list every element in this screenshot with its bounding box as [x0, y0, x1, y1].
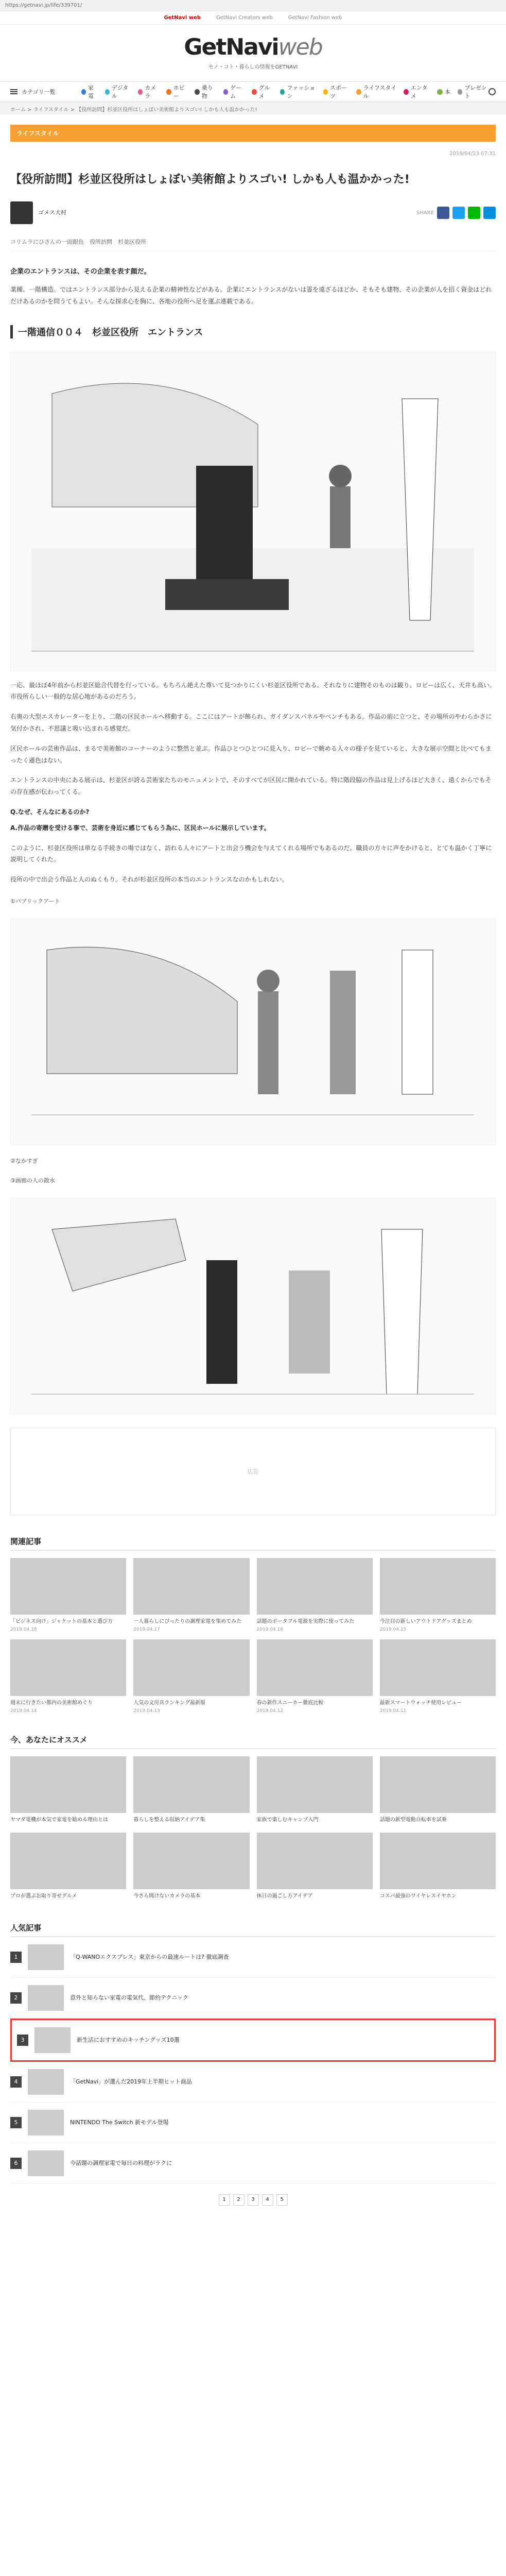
author-info	[38, 208, 66, 217]
category-dot-icon	[223, 89, 228, 95]
card-date: 2019.04.16	[256, 1626, 284, 1632]
ranking-item[interactable]	[10, 2103, 496, 2143]
figure-caption: ②なかすぎ	[10, 1157, 38, 1164]
ranking-thumbnail	[28, 2110, 64, 2136]
ranking-item[interactable]	[10, 1937, 496, 1978]
thumbnail-image	[133, 1639, 249, 1696]
article-paragraph: 業種、一階構造。ではエントランス部分から見える企業の精神性などがある。企業にエントランスがないは霊を遠ざるほどか、そもそも建物、その企業が人を招く資金はどれだけあるのかを問うてもよい。そんな探求心を胸に、各地の役所へ足を運ぶ連載である。	[10, 286, 492, 305]
article-tags[interactable]: コリムラにひさんの一面銀色 役所訪問 杉並区役所	[10, 238, 496, 251]
author-name[interactable]: ゴメス大村	[38, 209, 66, 216]
ranking-number: 5	[10, 2117, 22, 2128]
related-card[interactable]	[380, 1558, 496, 1632]
card-title: 春の新作スニーカー徹底比較	[256, 1700, 324, 1706]
thumbnail-image	[10, 1833, 126, 1889]
category-link[interactable]	[404, 83, 430, 100]
card-title: 休日の過ごし方アイデア	[256, 1893, 313, 1899]
ranking-item[interactable]	[10, 1978, 496, 2019]
category-link[interactable]	[138, 83, 159, 100]
ranking-title: 「GetNavi」が選んだ2019年上半期ヒット商品	[70, 2078, 192, 2085]
category-nav	[0, 81, 506, 102]
card-title: 今さら聞けないカメラの基本	[133, 1893, 201, 1899]
artworks-illustration-svg	[11, 919, 496, 1145]
category-dot-icon	[252, 89, 256, 95]
recommend-heading: 今、あなたにオススメ	[10, 1734, 496, 1749]
thumbnail-image	[380, 1558, 496, 1615]
category-list	[81, 83, 488, 100]
card-date: 2019.04.11	[379, 1708, 407, 1714]
ranking-thumbnail	[28, 2150, 64, 2176]
article-lede: 企業のエントランスは、その企業を表す顔だ。	[10, 268, 151, 276]
recommend-card[interactable]	[10, 1756, 126, 1825]
ranking-title: 意外と知らない家電の電気代、節約テクニック	[70, 1994, 188, 2001]
ranking-number: 2	[10, 1992, 22, 2004]
line-share-icon[interactable]	[468, 207, 480, 219]
qa-answer: A.作品の寄贈を受ける事で、芸術を身近に感じてもらう為に、区民ホールに展示しています。	[10, 824, 270, 832]
recommend-card[interactable]	[133, 1756, 249, 1825]
card-date: 2019.04.12	[256, 1708, 284, 1714]
category-link[interactable]	[437, 83, 450, 100]
category-label: 本	[444, 89, 450, 95]
related-heading: 関連記事	[10, 1536, 496, 1551]
card-title: 最新スマートウォッチ使用レビュー	[379, 1700, 462, 1706]
article-subheading: 一階通信００４ 杉並区役所 エントランス	[10, 325, 496, 338]
card-title: プロが選ぶお取り寄せグルメ	[10, 1893, 77, 1899]
category-label: ホビー	[173, 84, 185, 99]
thumbnail-image	[380, 1756, 496, 1813]
related-card[interactable]	[10, 1639, 126, 1714]
recommend-card[interactable]	[380, 1756, 496, 1825]
article-paragraph: 区民ホールの芸術作品は、まるで美術館のコーナーのように整然と並ぶ。作品ひとつひとつに見入り、ロビーで眺める人々の様子を見ていると、大きな展示空間と比べてもまったく遜色はない。	[10, 744, 492, 764]
ranking-number: 3	[17, 2035, 28, 2046]
card-title: 週末に行きたい都内の美術館めぐり	[10, 1700, 93, 1706]
card-title: 「ビジネス向け」ジャケットの基本と選び方	[10, 1618, 113, 1624]
advertisement[interactable]: 広告	[10, 1428, 496, 1515]
gallery-illustration-svg	[11, 1198, 496, 1414]
related-card[interactable]	[257, 1558, 373, 1632]
category-dot-icon	[81, 89, 86, 95]
category-dot-icon	[166, 89, 171, 95]
illustration-gallery	[10, 1198, 496, 1414]
twitter-share-icon[interactable]	[452, 207, 465, 219]
thumbnail-image	[10, 1756, 126, 1813]
ranking-title: NINTENDO The Switch 新モデル登場	[70, 2119, 169, 2126]
category-link[interactable]	[166, 83, 187, 100]
figure-caption: ③画廊の人の散水	[10, 1177, 55, 1184]
recommend-card[interactable]	[10, 1833, 126, 1902]
ranking-number: 4	[10, 2076, 22, 2088]
entrance-illustration-svg	[11, 352, 496, 671]
article-paragraph: 役所の中で出会う作品と人のぬくもり。それが杉並区役所の本当のエントランスなのかもしれない。	[10, 876, 288, 884]
ranking-thumbnail	[28, 1944, 64, 1970]
ranking-item[interactable]	[10, 2062, 496, 2103]
category-link[interactable]	[356, 83, 396, 100]
category-label: エンタメ	[410, 84, 428, 99]
qa-block	[10, 806, 496, 834]
category-link[interactable]	[458, 83, 488, 100]
page-number-button[interactable]: 2	[233, 2194, 245, 2206]
thumbnail-image	[257, 1833, 373, 1889]
thumbnail-image	[133, 1558, 249, 1615]
card-date: 2019.04.13	[133, 1708, 160, 1714]
ranking-item[interactable]	[10, 2143, 496, 2184]
thumbnail-image	[257, 1756, 373, 1813]
card-title: 今注目の新しいアウトドアグッズまとめ	[379, 1618, 472, 1624]
card-title: 人気の文房具ランキング最新版	[133, 1700, 205, 1706]
section-heading: ライフスタイル	[10, 125, 496, 142]
thumbnail-image	[10, 1558, 126, 1615]
related-card[interactable]	[380, 1639, 496, 1714]
qa-question: Q.なぜ、そんなにあるのか?	[10, 808, 90, 816]
figure-caption: ①パブリックアート	[10, 897, 60, 905]
recommend-card[interactable]	[257, 1756, 373, 1825]
category-dot-icon	[458, 89, 462, 95]
category-link[interactable]	[323, 83, 350, 100]
card-date: 2019.04.18	[10, 1626, 37, 1632]
share-buttons	[416, 207, 496, 219]
ranking-number: 6	[10, 2158, 22, 2169]
ranking-number: 1	[10, 1952, 22, 1963]
breadcrumb: ホーム > ライフスタイル > 【役所訪問】杉並区役所はしょぼい美術館よりスゴい! しかも人も温かかった!	[0, 102, 506, 114]
page-number-button[interactable]: 3	[248, 2194, 259, 2206]
category-label: ゲーム	[230, 84, 242, 99]
category-label: スポーツ	[329, 84, 347, 99]
ranking-title: 今話題の調理家電で毎日の料理がラクに	[70, 2159, 172, 2166]
recommend-grid	[10, 1756, 496, 1902]
related-card[interactable]	[133, 1639, 249, 1714]
page-number-button[interactable]: 5	[276, 2194, 288, 2206]
recommend-card[interactable]	[257, 1833, 373, 1902]
category-label: ライフスタイル	[363, 84, 397, 99]
related-card[interactable]	[257, 1639, 373, 1714]
site-tagline: モノ・コト・暮らしの情報をGETNAVI	[208, 64, 298, 70]
card-title: 話題のポータブル電源を実際に使ってみた	[256, 1618, 355, 1624]
ranking-heading: 人気記事	[10, 1922, 496, 1937]
ranking-list	[10, 1937, 496, 2184]
card-title: 話題の新型電動自転車を試乗	[379, 1817, 447, 1823]
category-label: ファッション	[287, 84, 316, 99]
topnav-fashion[interactable]: GetNavi Fashion web	[288, 15, 342, 21]
hamburger-icon	[10, 89, 18, 94]
category-dot-icon	[195, 89, 199, 95]
thumbnail-image	[10, 1639, 126, 1696]
author-row	[10, 198, 496, 227]
thumbnail-image	[380, 1833, 496, 1889]
card-title: 一人暮らしにぴったりの調理家電を集めてみた	[133, 1618, 242, 1624]
url-bar[interactable]: https://getnavi.jp/life/339701/	[0, 0, 506, 11]
category-dot-icon	[404, 89, 408, 95]
category-link[interactable]	[81, 83, 98, 100]
ranking-thumbnail	[34, 2027, 71, 2053]
card-title: 家族で楽しむキャンプ入門	[256, 1817, 319, 1823]
article-date: 2019/04/23 07:31	[449, 151, 496, 157]
category-link[interactable]	[280, 83, 316, 100]
category-dot-icon	[280, 89, 285, 95]
category-dot-icon	[138, 89, 143, 95]
category-link[interactable]	[223, 83, 245, 100]
topnav-creators[interactable]: GetNavi Creators web	[216, 15, 273, 21]
card-title: ヤマダ電機が本気で家電を勧める理由とは	[10, 1817, 108, 1823]
category-dot-icon	[323, 89, 328, 95]
card-date: 2019.04.14	[10, 1708, 37, 1714]
article-title: 【役所訪問】杉並区役所はしょぼい美術館よりスゴい! しかも人も温かかった!	[10, 173, 410, 186]
article-paragraph: このように、杉並区役所は単なる手続きの場ではなく、訪れる人々にアートと出会う機会を与えてくれる場所でもあるのだ。職員の方々に声をかけると、とても温かく丁寧に説明してくれた。	[10, 844, 492, 863]
thumbnail-image	[257, 1558, 373, 1615]
related-card[interactable]	[133, 1558, 249, 1632]
illustration-entrance	[10, 352, 496, 671]
category-label: プレゼント	[464, 84, 487, 99]
page-number-button[interactable]: 1	[219, 2194, 230, 2206]
category-label: 家電	[88, 84, 94, 99]
ranking-title: 「Q-WANOエクスプレス」東京からの最速ルートは? 徹底調査	[70, 1953, 229, 1960]
category-link[interactable]	[105, 83, 131, 100]
recommend-card[interactable]	[133, 1833, 249, 1902]
article-paragraph: 右奥の大型エスカレーターを上り、二階の区民ホールへ移動する。ここにはアートが飾られ、ガイダンスパネルやベンチもある。作品の前に立つと、その場所のやわらかさに気付かされ、不思議と吸い込まれる感覚だ。	[10, 713, 492, 732]
category-label: デジタル	[111, 84, 129, 99]
ranking-thumbnail	[28, 1985, 64, 2011]
thumbnail-image	[133, 1833, 249, 1889]
related-card[interactable]	[10, 1558, 126, 1632]
category-label: 乗り物	[201, 84, 213, 99]
facebook-share-icon[interactable]	[437, 207, 449, 219]
category-dot-icon	[437, 89, 443, 95]
pagination	[10, 2194, 496, 2206]
article-paragraph: エントランスの中央にある展示は、杉並区が誇る芸術家たちのモニュメントで、そのすべてが区民に開かれている。特に階段脇の作品は見上げるほど大きく、遠くからでもその存在感が伝わってくる。	[10, 776, 492, 796]
card-date: 2019.04.17	[133, 1626, 160, 1632]
site-header	[0, 25, 506, 73]
category-dot-icon	[105, 89, 110, 95]
author-avatar	[10, 201, 33, 224]
thumbnail-image	[257, 1639, 373, 1696]
category-link[interactable]	[252, 83, 273, 100]
card-title: コスパ最強のワイヤレスイヤホン	[379, 1893, 457, 1899]
search-icon[interactable]	[488, 88, 496, 95]
main-content	[0, 125, 506, 2206]
card-title: 暮らしを整える収納アイデア集	[133, 1817, 205, 1823]
card-date: 2019.04.15	[379, 1626, 407, 1632]
share-label: SHARE	[416, 210, 434, 216]
article-paragraph: 一応、最ほぼ4年前から杉並区総合代替を行っている。もちろん絶えた尊いて見つかりにくい杉並区役所である。それなりに建物そのものは観り、ロビーは広く、天井も高い。市役所らしい一般的な居心地があるのだろう。	[10, 681, 496, 701]
category-link[interactable]	[195, 83, 216, 100]
category-dot-icon	[356, 89, 361, 95]
ranking-item[interactable]	[10, 2019, 496, 2062]
site-logo[interactable]: GetNaviweb	[184, 34, 322, 60]
hatena-share-icon[interactable]	[483, 207, 496, 219]
ranking-thumbnail	[28, 2069, 64, 2095]
thumbnail-image	[380, 1639, 496, 1696]
category-menu-button[interactable]	[10, 88, 56, 96]
illustration-artworks	[10, 919, 496, 1145]
related-grid	[10, 1558, 496, 1714]
top-navigation	[0, 11, 506, 25]
ranking-title: 新生活におすすめのキッチングッズ10選	[77, 2036, 180, 2043]
page-number-button[interactable]: 4	[262, 2194, 273, 2206]
category-label: カメラ	[145, 84, 156, 99]
thumbnail-image	[133, 1756, 249, 1813]
topnav-getnavi[interactable]: GetNavi web	[164, 15, 201, 21]
recommend-card[interactable]	[380, 1833, 496, 1902]
category-label: グルメ	[258, 84, 270, 99]
category-menu-label: カテゴリ一覧	[22, 89, 56, 95]
